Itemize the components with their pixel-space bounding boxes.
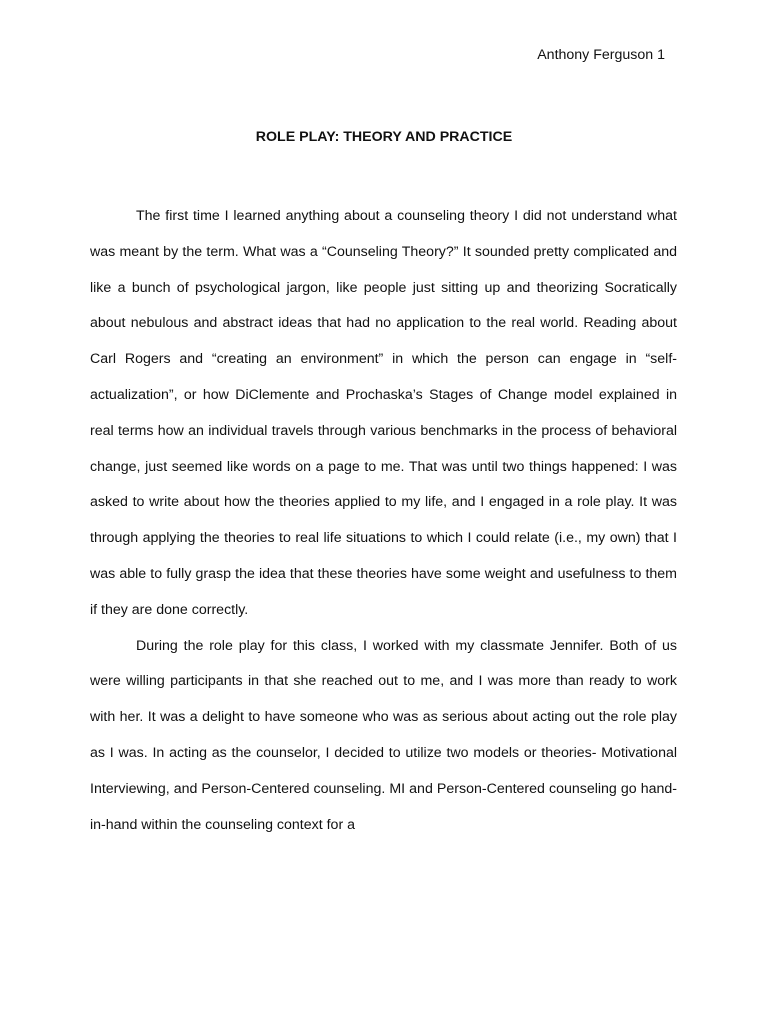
document-title: ROLE PLAY: THEORY AND PRACTICE: [255, 129, 513, 145]
document-body: [90, 199, 677, 843]
running-head: Anthony Ferguson 1: [537, 47, 665, 63]
paragraph-2: During the role play for this class, I worked with my classmate Jennifer. Both of us were willing participants in that she reached out to me, and I was more than ready to work with her. It was a delight to have someone who was as serious about acting out the role play as I was. In acting as the counselor, I decided to utilize two models or theories- Motivational Interviewing, and Person-Centered counseling. MI and Person-Centered counseling go hand-in-hand within the counseling context for a: [90, 637, 677, 833]
paragraph-1: The first time I learned anything about a counseling theory I did not understand what was meant by the term. What was a “Counseling Theory?” It sounded pretty complicated and like a bunch of psychological jargon, like people just sitting up and theorizing Socratically about nebulous and abstract ideas that had no application to the real world. Reading about Carl Rogers and “creating an environment” in which the person can engage in “self-actualization”, or how DiClemente and Prochaska’s Stages of Change model explained in real terms how an individual travels through various benchmarks in the process of behavioral change, just seemed like words on a page to me. That was until two things happened: I was asked to write about how the theories applied to my life, and I engaged in a role play. It was through applying the theories to real life situations to which I could relate (i.e., my own) that I was able to fully grasp the idea that these theories have some weight and usefulness to them if they are done correctly.: [90, 208, 677, 618]
